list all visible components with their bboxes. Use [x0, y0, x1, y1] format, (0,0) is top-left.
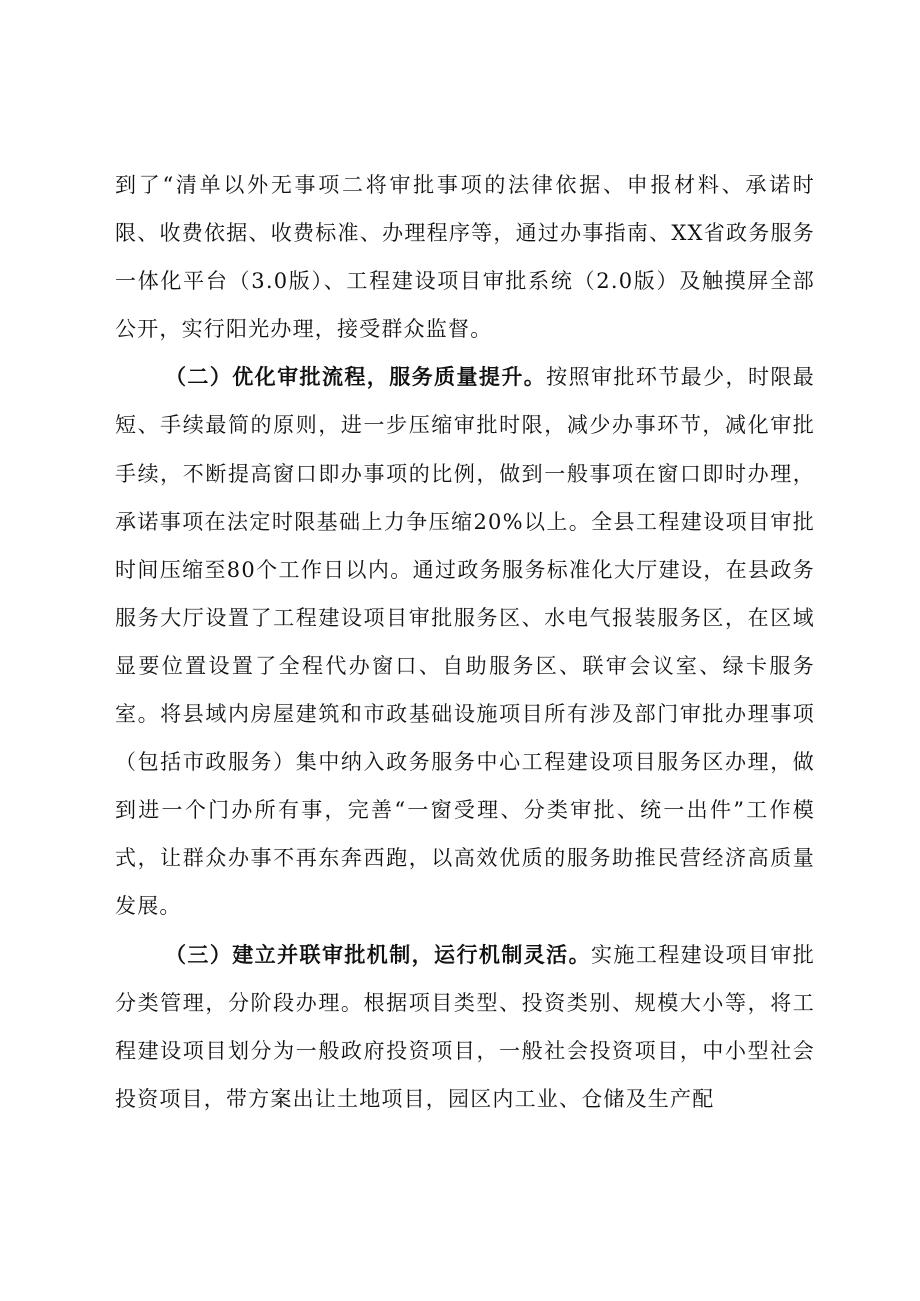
paragraph-2	[115, 353, 815, 930]
paragraph-2-heading: （二）优化审批流程，服务质量提升。	[165, 365, 547, 390]
paragraph-3	[115, 931, 815, 1123]
paragraph-3-text: 实施工程建设项目审批分类管理，分阶段办理。根据项目类型、投资类别、规模大小等，将工程建设项目划分为一般政府投资项目，一般社会投资项目，中小型社会投资项目，带方案出让土地项目，园区内工业、仓储及生产配	[115, 942, 815, 1111]
paragraph-1	[115, 161, 815, 353]
paragraph-2-text: 按照审批环节最少，时限最短、手续最简的原则，进一步压缩审批时限，减少办事环节，减化审批手续，不断提高窗口即办事项的比例，做到一般事项在窗口即时办理，承诺事项在法定时限基础上力争压缩20%以上。全县工程建设项目审批时间压缩至80个工作日以内。通过政务服务标准化大厅建设，在县政务服务大厅设置了工程建设项目审批服务区、水电气报装服务区，在区域显要位置设置了全程代办窗口、自助服务区、联审会议室、绿卡服务室。将县域内房屋建筑和市政基础设施项目所有涉及部门审批办理事项（包括市政服务）集中纳入政务服务中心工程建设项目服务区办理，做到进一个门办所有事，完善“一窗受理、分类审批、统一出件”工作模式，让群众办事不再东奔西跑，以高效优质的服务助推民营经济高质量发展。	[115, 365, 815, 919]
paragraph-1-text: 到了“清单以外无事项二将审批事项的法律依据、申报材料、承诺时限、收费依据、收费标准、办理程序等，通过办事指南、XX省政务服务一体化平台（3.0版）、工程建设项目审批系统（2.0版）及触摸屏全部公开，实行阳光办理，接受群众监督。	[115, 173, 815, 342]
document-body	[115, 161, 815, 1123]
paragraph-3-heading: （三）建立并联审批机制，运行机制灵活。	[165, 942, 591, 967]
